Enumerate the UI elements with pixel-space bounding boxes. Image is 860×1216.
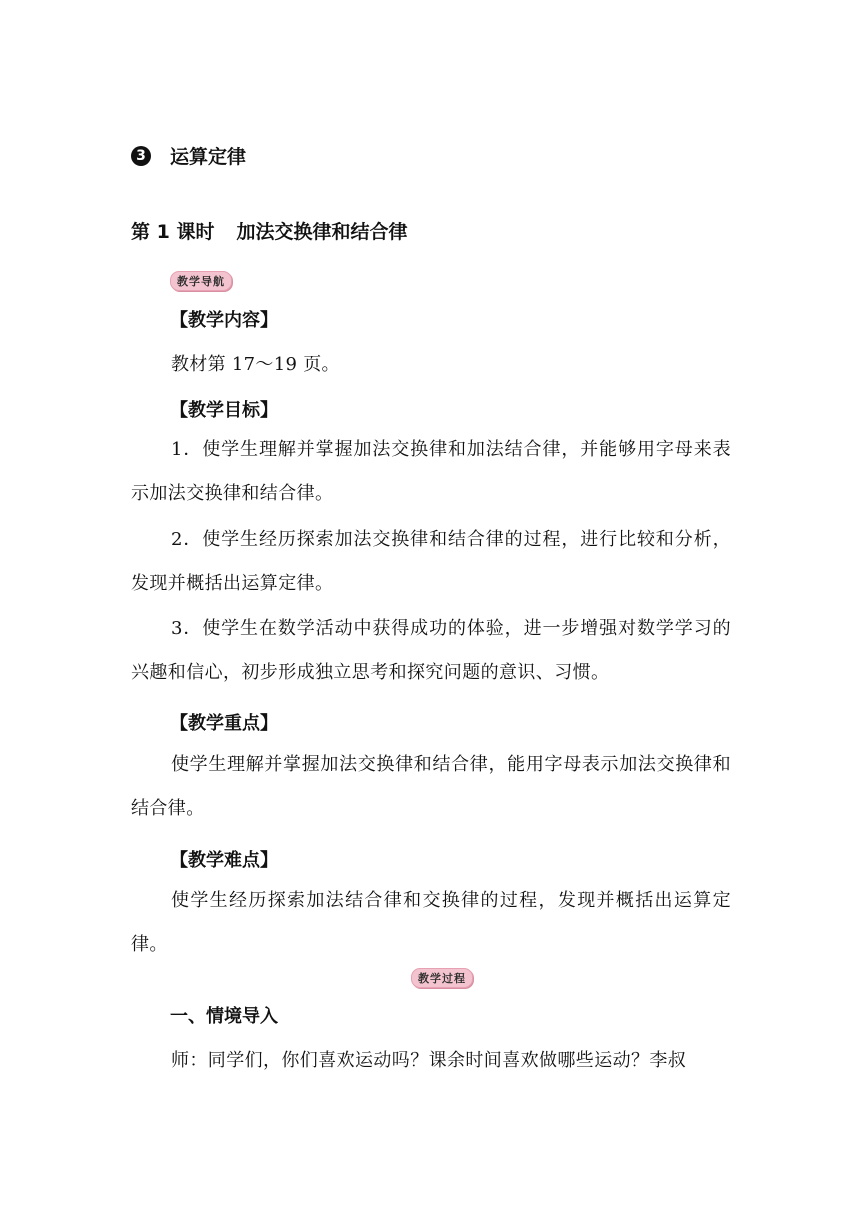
goal-item-1: 1．使学生理解并掌握加法交换律和加法结合律，并能够用字母来表示加法交换律和结合律。 (131, 439, 731, 504)
key-points-heading: 【教学重点】 (170, 713, 278, 734)
difficulty-heading: 【教学难点】 (170, 850, 278, 871)
teaching-navigation-tag: 教学导航 (170, 271, 232, 291)
intro-text: 师：同学们，你们喜欢运动吗？课余时间喜欢做哪些运动？李叔 (171, 1050, 687, 1071)
goals-heading: 【教学目标】 (170, 400, 278, 421)
goal-item-3: 3．使学生在数学活动中获得成功的体验，进一步增强对数学学习的兴趣和信心，初步形成独立思考和探究问题的意识、习惯。 (131, 618, 731, 683)
content-text: 教材第 17～19 页。 (171, 354, 340, 375)
key-points-text: 使学生理解并掌握加法交换律和结合律，能用字母表示加法交换律和结合律。 (131, 754, 731, 819)
goal-item-2: 2．使学生经历探索加法交换律和结合律的过程，进行比较和分析，发现并概括出运算定律。 (131, 529, 731, 594)
teaching-process-tag: 教学过程 (411, 968, 473, 988)
intro-heading: 一、情境导入 (170, 1006, 278, 1027)
lesson-title: 加法交换律和结合律 (236, 221, 408, 243)
difficulty-text: 使学生经历探索加法结合律和交换律的过程，发现并概括出运算定律。 (131, 890, 731, 955)
unit-number-badge: 3 (131, 146, 151, 166)
unit-title: 运算定律 (170, 146, 247, 168)
lesson-header (131, 217, 407, 244)
unit-header (131, 142, 246, 169)
content-heading: 【教学内容】 (170, 310, 278, 331)
lesson-label: 第 1 课时 (131, 221, 215, 243)
